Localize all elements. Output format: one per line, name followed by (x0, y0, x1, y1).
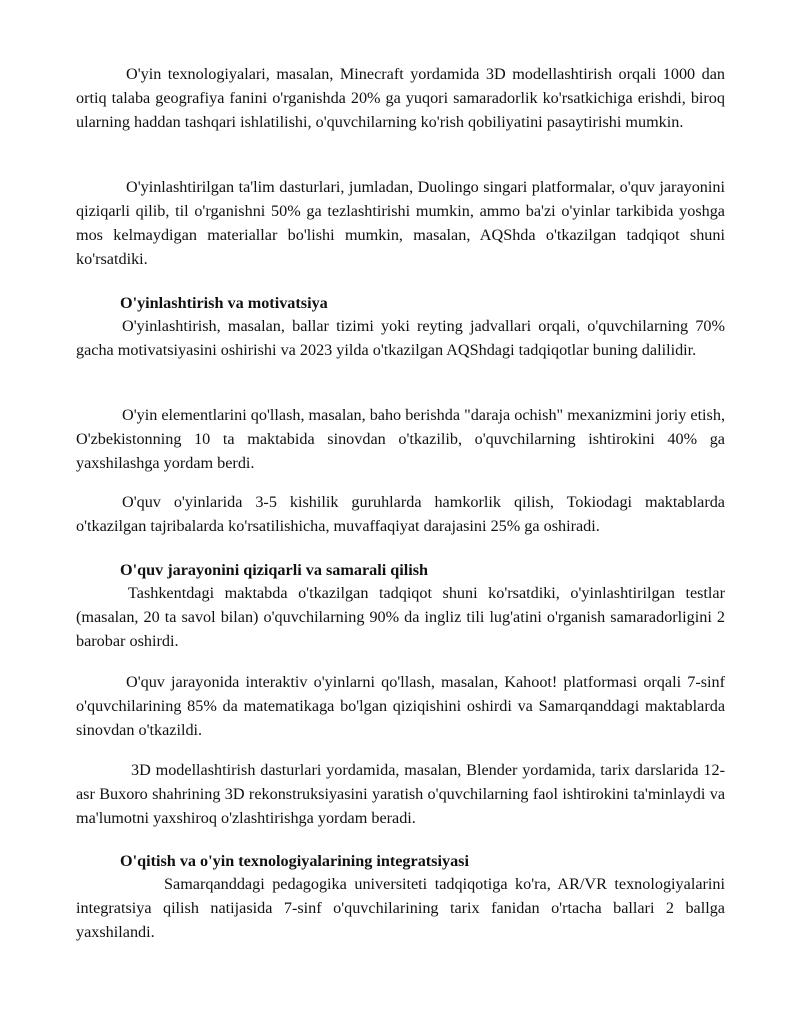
paragraph-minecraft: O'yin texnologiyalari, masalan, Minecraft yordamida 3D modellashtirish orqali 1000 dan ortiq talaba geografiya fanini o'rganishda 20% ga yuqori samaradorlik ko'rsatkichiga erishdi, biroq ularning haddan tashqari ishlatilishi, o'quvchilarning ko'rish qobiliyatini pasaytirishi mumkin. (76, 65, 725, 131)
paragraph-kahoot: O'quv jarayonida interaktiv o'yinlarni qo'llash, masalan, Kahoot! platformasi orqali 7-sinf o'quvchilarining 85% da matematikaga bo'lgan qiziqishini oshirdi va Samarqanddagi maktablarda sinovdan o'tkazildi. (76, 673, 725, 739)
paragraph-ar-vr: Samarqanddagi pedagogika universiteti tadqiqotiga ko'ra, AR/VR texnologiyalarini integratsiya qilish natijasida 7-sinf o'quvchilarining tarix fanidan o'rtacha ballari 2 ballga yaxshilandi. (76, 875, 725, 941)
heading-motivation: O'yinlashtirish va motivatsiya (120, 294, 328, 312)
heading-engaging-learning: O'quv jarayonini qiziqarli va samarali qilish (120, 561, 429, 579)
heading-integration: O'qitish va o'yin texnologiyalarining integratsiyasi (120, 852, 469, 870)
paragraph-group-work: O'quv o'yinlarida 3-5 kishilik guruhlarda hamkorlik qilish, Tokiodagi maktablarda o'tkazilgan tajribalarda ko'rsatilishicha, muvaffaqiyat darajasini 25% ga oshiradi. (76, 493, 725, 535)
paragraph-tashkent-study: Tashkentdagi maktabda o'tkazilgan tadqiqot shuni ko'rsatdiki, o'yinlashtirilgan testlar (masalan, 20 ta savol bilan) o'quvchilarning 90% da ingliz tili lug'atini o'rganish samaradorligini 2 barobar oshirdi. (76, 584, 725, 650)
paragraph-points-system: O'yinlashtirish, masalan, ballar tizimi yoki reyting jadvallari orqali, o'quvchilarning 70% gacha motivatsiyasini oshirishi va 2023 yilda o'tkazilgan AQShdagi tadqiqotlar buning dalilidir. (76, 317, 725, 359)
paragraph-level-unlock: O'yin elementlarini qo'llash, masalan, baho berishda "daraja ochish" mexanizmini joriy etish, O'zbekistonning 10 ta maktabida sinovdan o'tkazilib, o'quvchilarning ishtirokini 40% ga yaxshilashga yordam berdi. (76, 406, 725, 472)
paragraph-blender: 3D modellashtirish dasturlari yordamida, masalan, Blender yordamida, tarix darslarida 12-asr Buxoro shahrining 3D rekonstruksiyasini yaratish o'quvchilarning faol ishtirokini ta'minlaydi va ma'lumotni yaxshiroq o'zlashtirishga yordam beradi. (76, 761, 725, 827)
paragraph-duolingo: O'yinlashtirilgan ta'lim dasturlari, jumladan, Duolingo singari platformalar, o'quv jarayonini qiziqarli qilib, til o'rganishni 50% ga tezlashtirishi mumkin, ammo ba'zi o'yinlar tarkibida yoshga mos kelmaydigan materiallar bo'lishi mumkin, masalan, AQShda o'tkazilgan tadqiqot shuni ko'rsatdiki. (76, 178, 725, 268)
